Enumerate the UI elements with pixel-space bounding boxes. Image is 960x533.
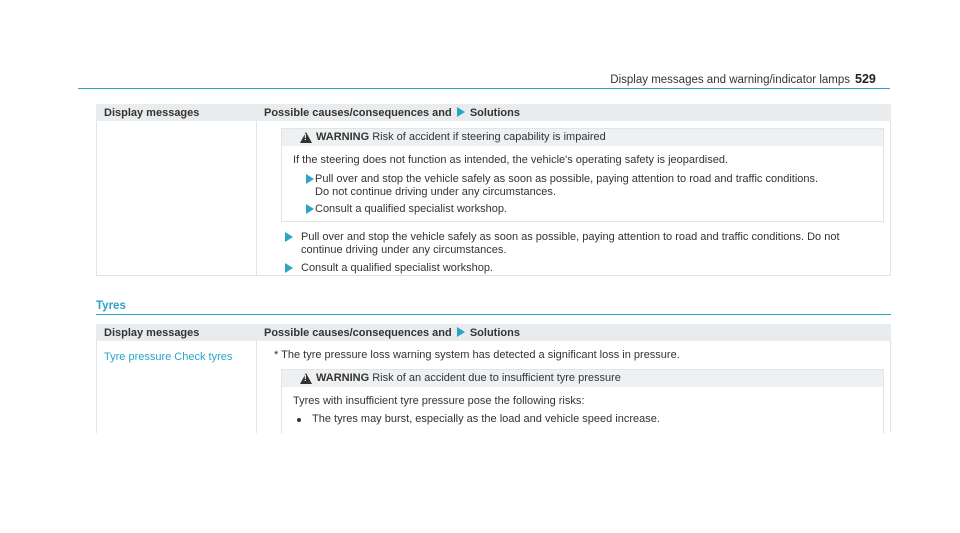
table2-warning-bar bbox=[282, 370, 883, 387]
table1-warning-body: If the steering does not function as intended, the vehicle's operating safety is jeopardised. bbox=[293, 154, 729, 166]
table2-warning-box bbox=[281, 369, 884, 434]
table1-warning-step2: Consult a qualified specialist workshop. bbox=[315, 203, 507, 215]
table1-header-row bbox=[96, 104, 891, 121]
table1-warning-title bbox=[316, 131, 606, 144]
table2-warning-body: Tyres with insufficient tyre pressure pose the following risks: bbox=[293, 395, 585, 407]
table1-col2-header-suffix: Solutions bbox=[469, 107, 520, 119]
table1-warning-label: WARNING bbox=[316, 131, 370, 143]
arrow-right-icon bbox=[306, 204, 314, 214]
table2-border-right bbox=[890, 341, 891, 433]
table1-warning-box bbox=[281, 128, 884, 222]
bullet-icon bbox=[297, 418, 301, 422]
page-number: 529 bbox=[855, 72, 876, 86]
table2-header-row bbox=[96, 324, 891, 341]
table1-warning-step1-line1: Pull over and stop the vehicle safely as soon as possible, paying attention to road and traffic conditions. bbox=[315, 173, 819, 185]
table1-step1-line2: continue driving under any circumstances. bbox=[301, 244, 507, 256]
running-header: Display messages and warning/indicator lamps bbox=[610, 74, 850, 86]
table1-warning-step1-line2: Do not continue driving under any circumstances. bbox=[315, 186, 556, 198]
arrow-right-icon bbox=[457, 327, 465, 337]
table2-cause: * The tyre pressure loss warning system has detected a significant loss in pressure. bbox=[274, 349, 680, 361]
table1-border-left bbox=[96, 121, 97, 276]
header-rule bbox=[78, 88, 890, 89]
table2-warning-text: Risk of an accident due to insufficient tyre pressure bbox=[372, 372, 621, 384]
table1-warning-bar bbox=[282, 129, 883, 146]
table1-border-right bbox=[890, 121, 891, 276]
table2-col1-header: Display messages bbox=[104, 327, 200, 339]
section-rule bbox=[96, 314, 891, 315]
warning-triangle-icon bbox=[300, 373, 312, 384]
table1-step1-line1: Pull over and stop the vehicle safely as soon as possible, paying attention to road and traffic conditions. Do not bbox=[301, 231, 840, 243]
table1-border-bottom bbox=[96, 275, 891, 276]
table1-step2: Consult a qualified specialist workshop. bbox=[301, 262, 493, 274]
warning-triangle-icon bbox=[300, 132, 312, 143]
table2-col2-header bbox=[264, 327, 520, 339]
table2-warning-label: WARNING bbox=[316, 372, 370, 384]
arrow-right-icon bbox=[457, 107, 465, 117]
table1-col-divider bbox=[256, 121, 257, 276]
arrow-right-icon bbox=[285, 232, 293, 242]
table1-col2-header-text: Possible causes/consequences and bbox=[264, 107, 452, 119]
table2-warning-bullet1: The tyres may burst, especially as the load and vehicle speed increase. bbox=[312, 413, 660, 425]
table1-warning-text: Risk of accident if steering capability is impaired bbox=[372, 131, 606, 143]
display-message-tyre-pressure[interactable]: Tyre pressure Check tyres bbox=[104, 351, 233, 363]
table2-col2-header-text: Possible causes/consequences and bbox=[264, 327, 452, 339]
table1-col1-header: Display messages bbox=[104, 107, 200, 119]
table1-col2-header bbox=[264, 107, 520, 119]
table2-col2-header-suffix: Solutions bbox=[469, 327, 520, 339]
arrow-right-icon bbox=[306, 174, 314, 184]
table2-col-divider bbox=[256, 341, 257, 433]
section-title: Tyres bbox=[96, 300, 126, 312]
arrow-right-icon bbox=[285, 263, 293, 273]
table2-warning-title bbox=[316, 372, 621, 385]
table2-border-left bbox=[96, 341, 97, 433]
